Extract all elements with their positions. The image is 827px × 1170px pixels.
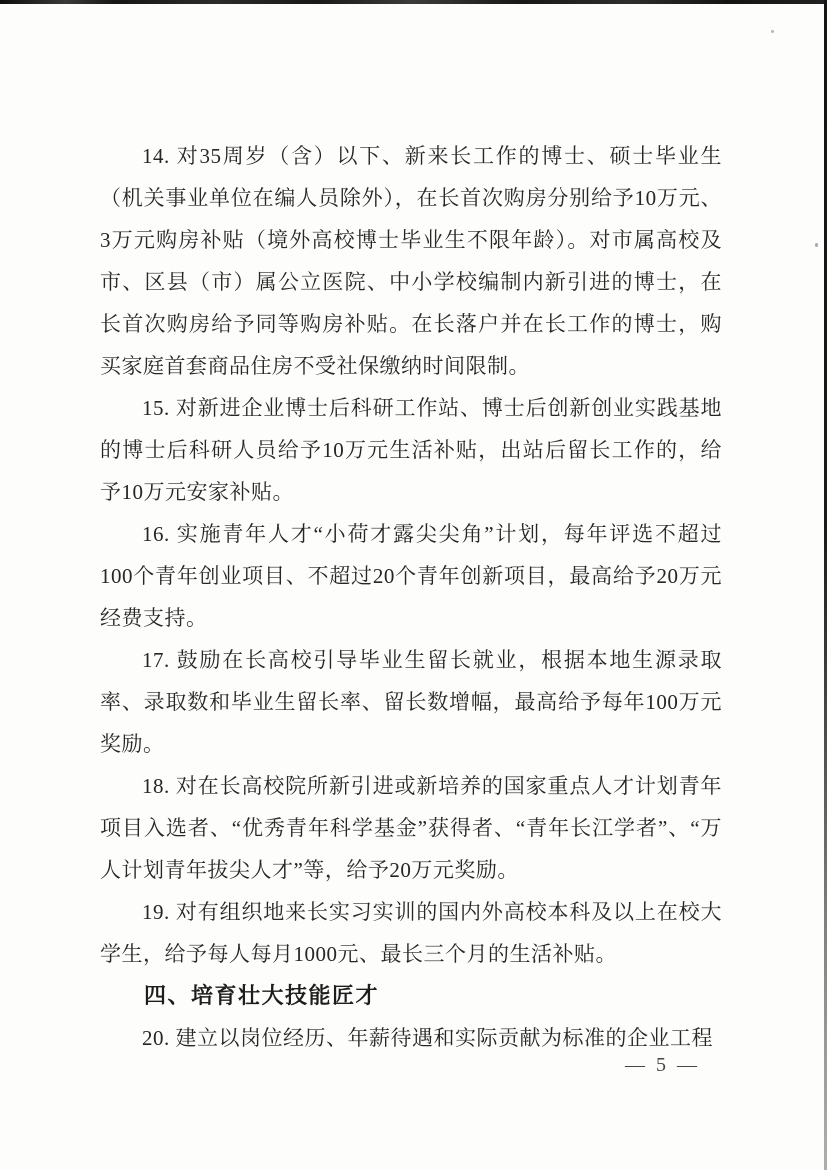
section-heading: 四、培育壮大技能匠才: [144, 983, 380, 1008]
scan-speck: [771, 30, 774, 33]
paragraph-15: 15. 对新进企业博士后科研工作站、博士后创新创业实践基地的博士后科研人员给予10万元生活补贴，出站后留长工作的，给予10万元安家补贴。: [100, 396, 722, 504]
document-text: [100, 135, 722, 1059]
paragraph-17: 17. 鼓励在长高校引导毕业生留长就业，根据本地生源录取率、录取数和毕业生留长率、留长数增幅，最高给予每年100万元奖励。: [100, 648, 722, 756]
page-number: — 5 —: [625, 1054, 700, 1076]
paragraph-16: 16. 实施青年人才“小荷才露尖尖角”计划，每年评选不超过100个青年创业项目、不超过20个青年创新项目，最高给予20万元经费支持。: [100, 522, 722, 630]
scan-edge-top: [0, 0, 827, 4]
paragraph-18: 18. 对在长高校院所新引进或新培养的国家重点人才计划青年项目入选者、“优秀青年科学基金”获得者、“青年长江学者”、“万人计划青年拔尖人才”等，给予20万元奖励。: [100, 774, 722, 882]
paragraph-19: 19. 对有组织地来长实习实训的国内外高校本科及以上在校大学生，给予每人每月1000元、最长三个月的生活补贴。: [100, 900, 722, 966]
scan-speck: [815, 243, 818, 247]
paragraph-20: 20. 建立以岗位经历、年薪待遇和实际贡献为标准的企业工程: [142, 1026, 713, 1050]
paragraph-14: 14. 对35周岁（含）以下、新来长工作的博士、硕士毕业生（机关事业单位在编人员除外），在长首次购房分别给予10万元、3万元购房补贴（境外高校博士毕业生不限年龄）。对市属高校及市、区县（市）属公立医院、中小学校编制内新引进的博士，在长首次购房给予同等购房补贴。在长落户并在长工作的博士，购买家庭首套商品住房不受社保缴纳时间限制。: [100, 144, 722, 378]
